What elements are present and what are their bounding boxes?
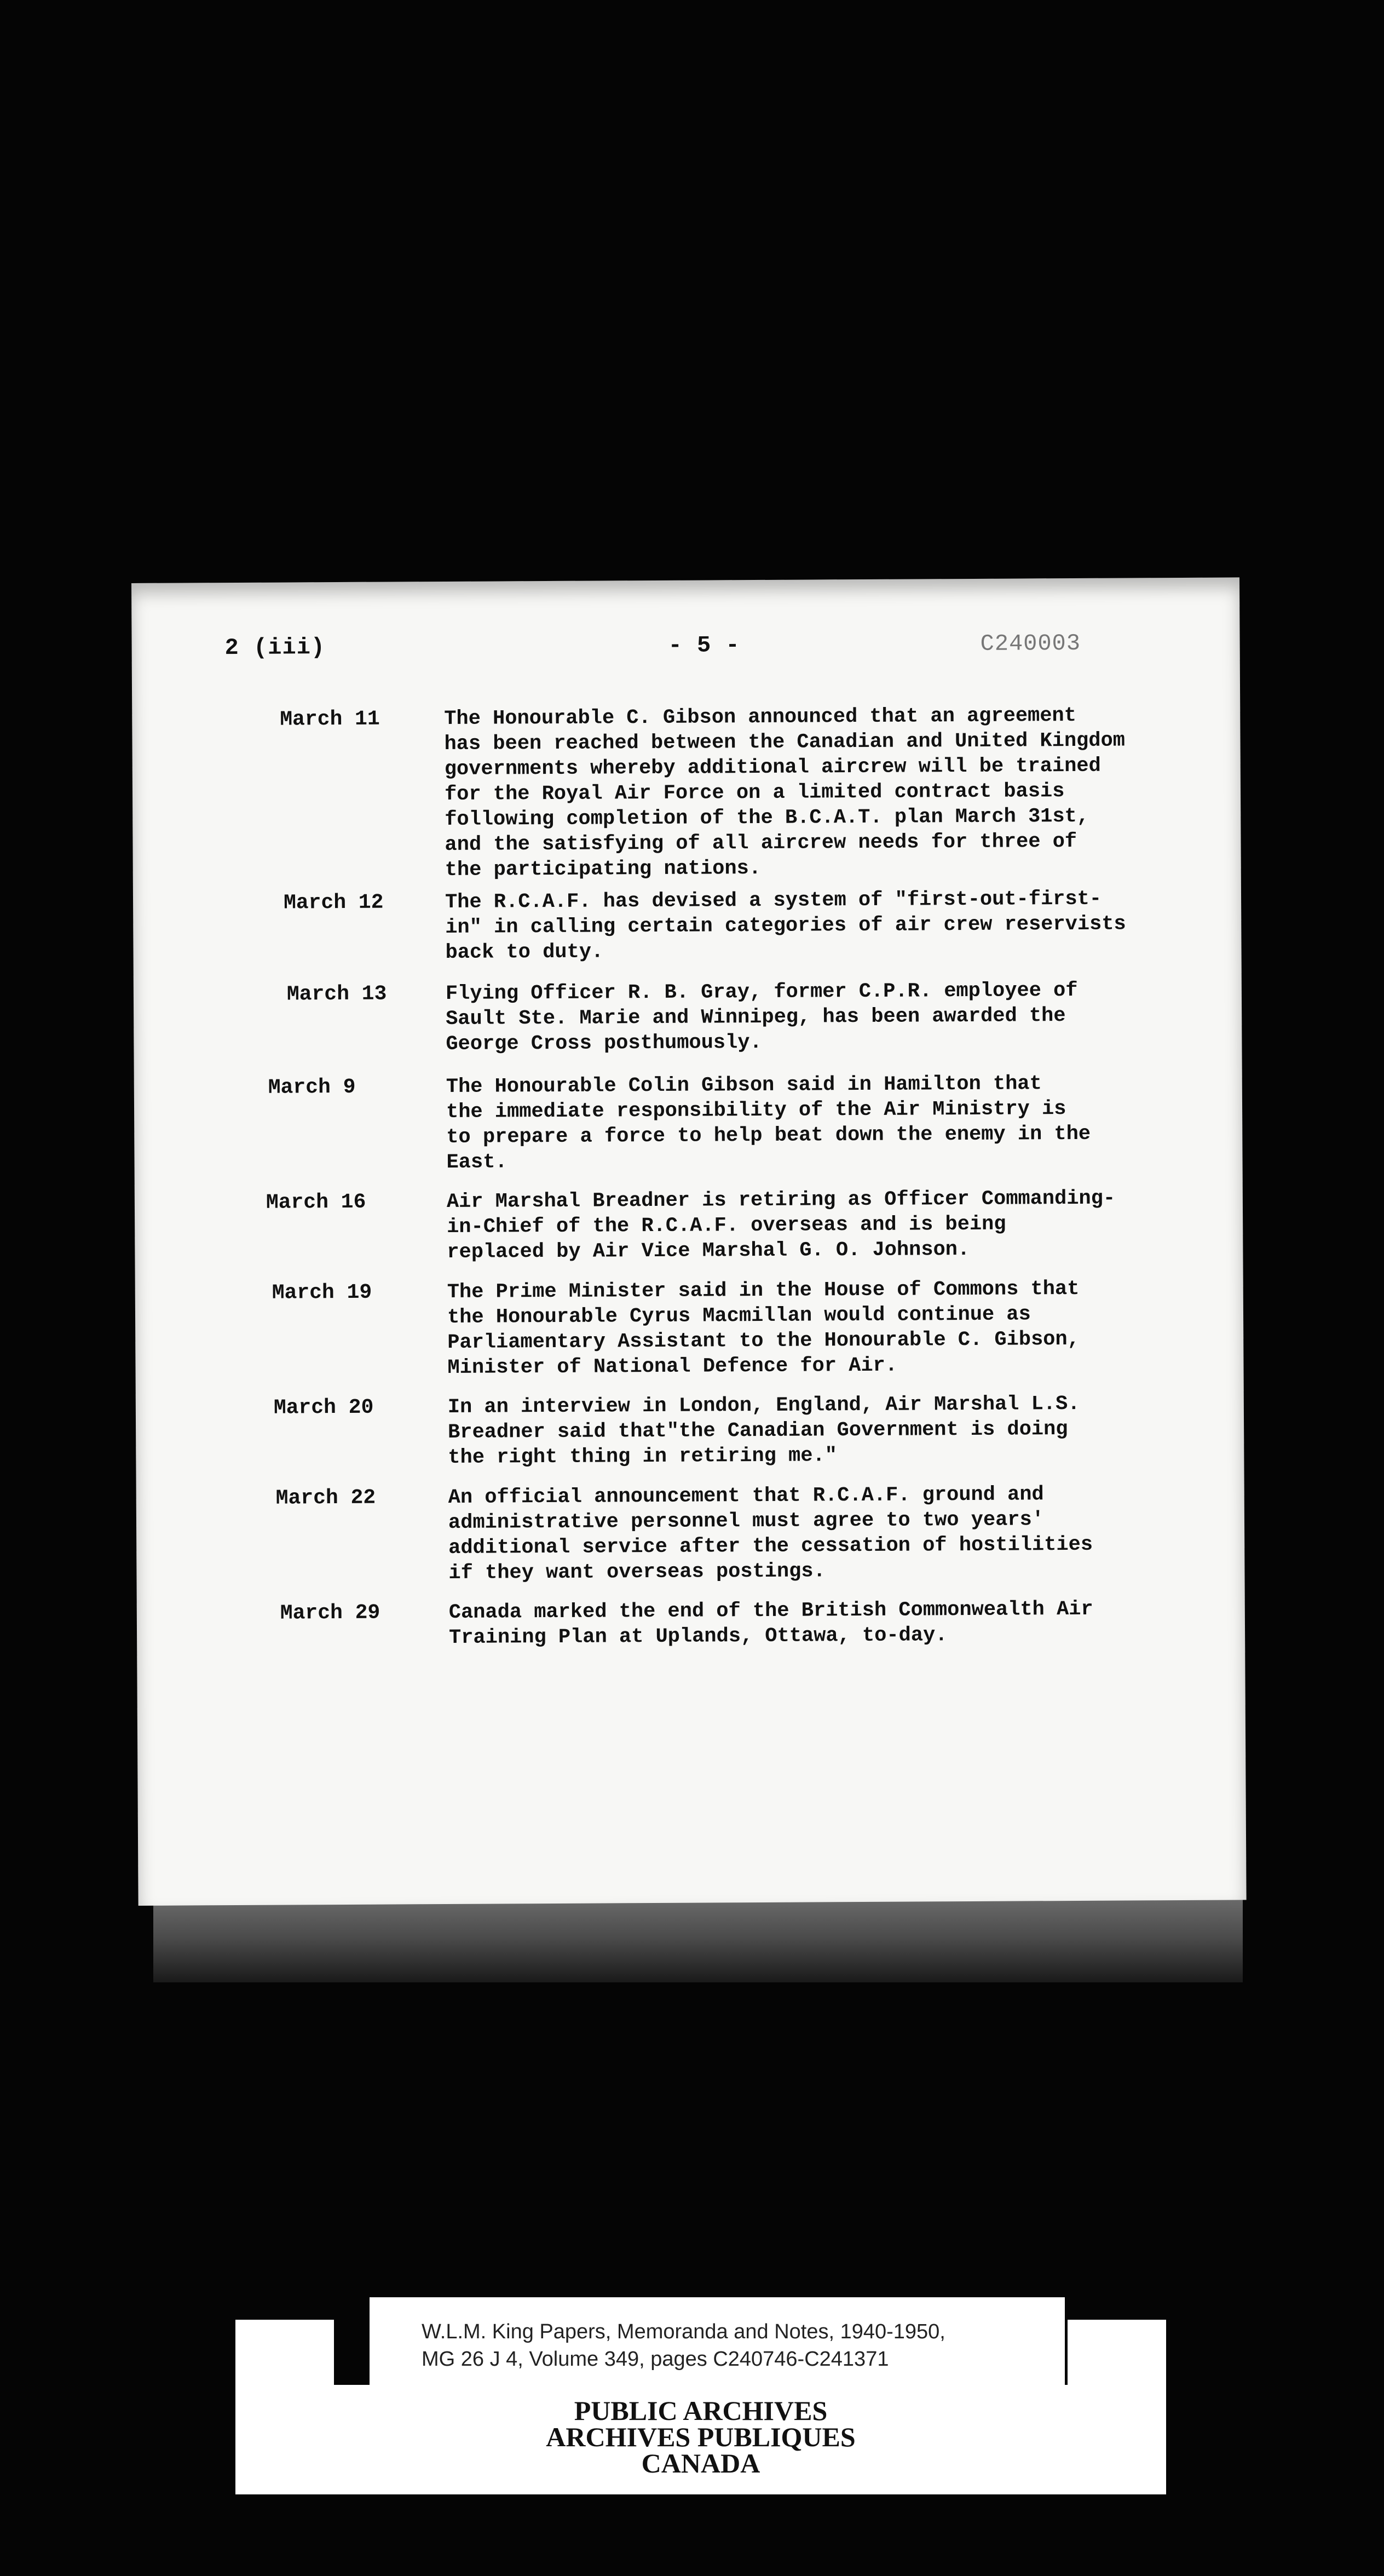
- entry-text: [444, 703, 1228, 883]
- chronology-entry: [132, 702, 1240, 882]
- entry-text-line: governments whereby additional aircrew will be trained: [444, 754, 1101, 781]
- chronology-entry: [135, 1185, 1243, 1264]
- entry-text-line: Training Plan at Uplands, Ottawa, to-day.: [448, 1624, 948, 1649]
- entry-text-line: administrative personnel must agree to two years': [448, 1508, 1045, 1534]
- entry-text: [446, 1071, 1230, 1175]
- section-number: 2 (iii): [224, 634, 326, 662]
- collection-line-2: MG 26 J 4, Volume 349, pages C240746-C241371: [422, 2348, 889, 2371]
- entry-text-line: Sault Ste. Marie and Winnipeg, has been awarded the: [446, 1004, 1066, 1031]
- chronology-entry: [136, 1481, 1244, 1585]
- archives-name-en: PUBLIC ARCHIVES: [574, 2395, 828, 2426]
- entry-text: [449, 1596, 1232, 1651]
- entry-text-line: following completion of the B.C.A.T. plan March 31st,: [445, 804, 1089, 832]
- entry-text-line: The Honourable C. Gibson announced that an agreement: [444, 704, 1076, 731]
- chronology-entry: [137, 1596, 1245, 1649]
- entry-text-line: Breadner said that"the Canadian Government is doing: [448, 1418, 1068, 1444]
- document-page: [131, 577, 1247, 1906]
- label-tab-right: [1068, 2320, 1166, 2385]
- entry-text-line: the right thing in retiring me.": [448, 1444, 837, 1469]
- entry-text-line: for the Royal Air Force on a limited contract basis: [444, 780, 1065, 807]
- entry-text-line: to prepare a force to help beat down the enemy in the: [446, 1122, 1091, 1149]
- chronology-entry: [135, 1275, 1243, 1379]
- entry-date: March 13: [286, 982, 387, 1007]
- entry-text-line: has been reached between the Canadian and United Kingdom: [444, 729, 1126, 756]
- entry-text-line: if they want overseas postings.: [448, 1560, 826, 1585]
- label-tab-left: [235, 2320, 334, 2385]
- chronology-entry: [136, 1390, 1244, 1469]
- page-shadow: [153, 1895, 1243, 1982]
- entry-text: [447, 1276, 1231, 1381]
- entry-text-line: Parliamentary Assistant to the Honourable C. Gibson,: [447, 1327, 1080, 1354]
- entry-date: March 20: [273, 1395, 374, 1420]
- chronology-entry: [133, 886, 1241, 965]
- entry-text-line: Air Marshal Breadner is retiring as Officer Commanding-: [446, 1187, 1116, 1214]
- page-number: - 5 -: [668, 632, 740, 659]
- entry-date: March 11: [280, 707, 380, 732]
- entry-date: March 9: [268, 1075, 356, 1100]
- entry-text-line: The Honourable Colin Gibson said in Hamilton that: [446, 1072, 1042, 1099]
- entry-text-line: replaced by Air Vice Marshal G. O. Johnson.: [447, 1238, 970, 1264]
- entry-text: [448, 1481, 1232, 1586]
- entry-text-line: back to duty.: [445, 940, 604, 965]
- entry-text-line: the participating nations.: [445, 856, 762, 882]
- entry-text-line: in-Chief of the R.C.A.F. overseas and is being: [447, 1212, 1006, 1239]
- collection-line-1: W.L.M. King Papers, Memoranda and Notes, 1940-1950,: [422, 2320, 945, 2343]
- entry-date: March 12: [283, 890, 384, 915]
- entry-text-line: and the satisfying of all aircrew needs for three of: [445, 830, 1077, 857]
- entry-text-line: additional service after the cessation of hostilities: [448, 1533, 1093, 1560]
- entry-date: March 29: [280, 1601, 380, 1625]
- entry-text-line: the Honourable Cyrus Macmillan would continue as: [447, 1303, 1031, 1329]
- entry-text: [447, 1186, 1230, 1265]
- entry-text: [445, 886, 1229, 965]
- entry-text-line: Canada marked the end of the British Commonwealth Air: [448, 1597, 1093, 1624]
- entry-text-line: The R.C.A.F. has devised a system of "first-out-first-: [445, 887, 1102, 915]
- entry-text: [446, 978, 1229, 1057]
- archives-name-fr: ARCHIVES PUBLIQUES: [546, 2422, 856, 2452]
- entry-date: March 16: [266, 1190, 366, 1215]
- entry-text-line: the immediate responsibility of the Air Ministry is: [446, 1097, 1066, 1124]
- entry-date: March 22: [275, 1486, 376, 1510]
- entry-text: [448, 1391, 1231, 1470]
- entry-text-line: Flying Officer R. B. Gray, former C.P.R. employee of: [445, 979, 1078, 1006]
- entry-text-line: in" in calling certain categories of air crew reservists: [445, 912, 1126, 940]
- entry-text-line: An official announcement that R.C.A.F. ground and: [448, 1483, 1044, 1509]
- entry-text-line: East.: [446, 1151, 508, 1175]
- entry-text-line: In an interview in London, England, Air Marshal L.S.: [447, 1392, 1080, 1419]
- chronology-entry: [134, 977, 1242, 1056]
- archive-label-stamp: [235, 2385, 1166, 2494]
- entry-text-line: The Prime Minister said in the House of Commons that: [447, 1277, 1080, 1304]
- archives-country: CANADA: [641, 2448, 760, 2479]
- entry-text-line: George Cross posthumously.: [446, 1031, 762, 1056]
- chronology-entry: [134, 1070, 1242, 1175]
- entry-date: March 19: [272, 1280, 372, 1305]
- document-code: C240003: [980, 630, 1081, 657]
- entry-text-line: Minister of National Defence for Air.: [447, 1354, 898, 1379]
